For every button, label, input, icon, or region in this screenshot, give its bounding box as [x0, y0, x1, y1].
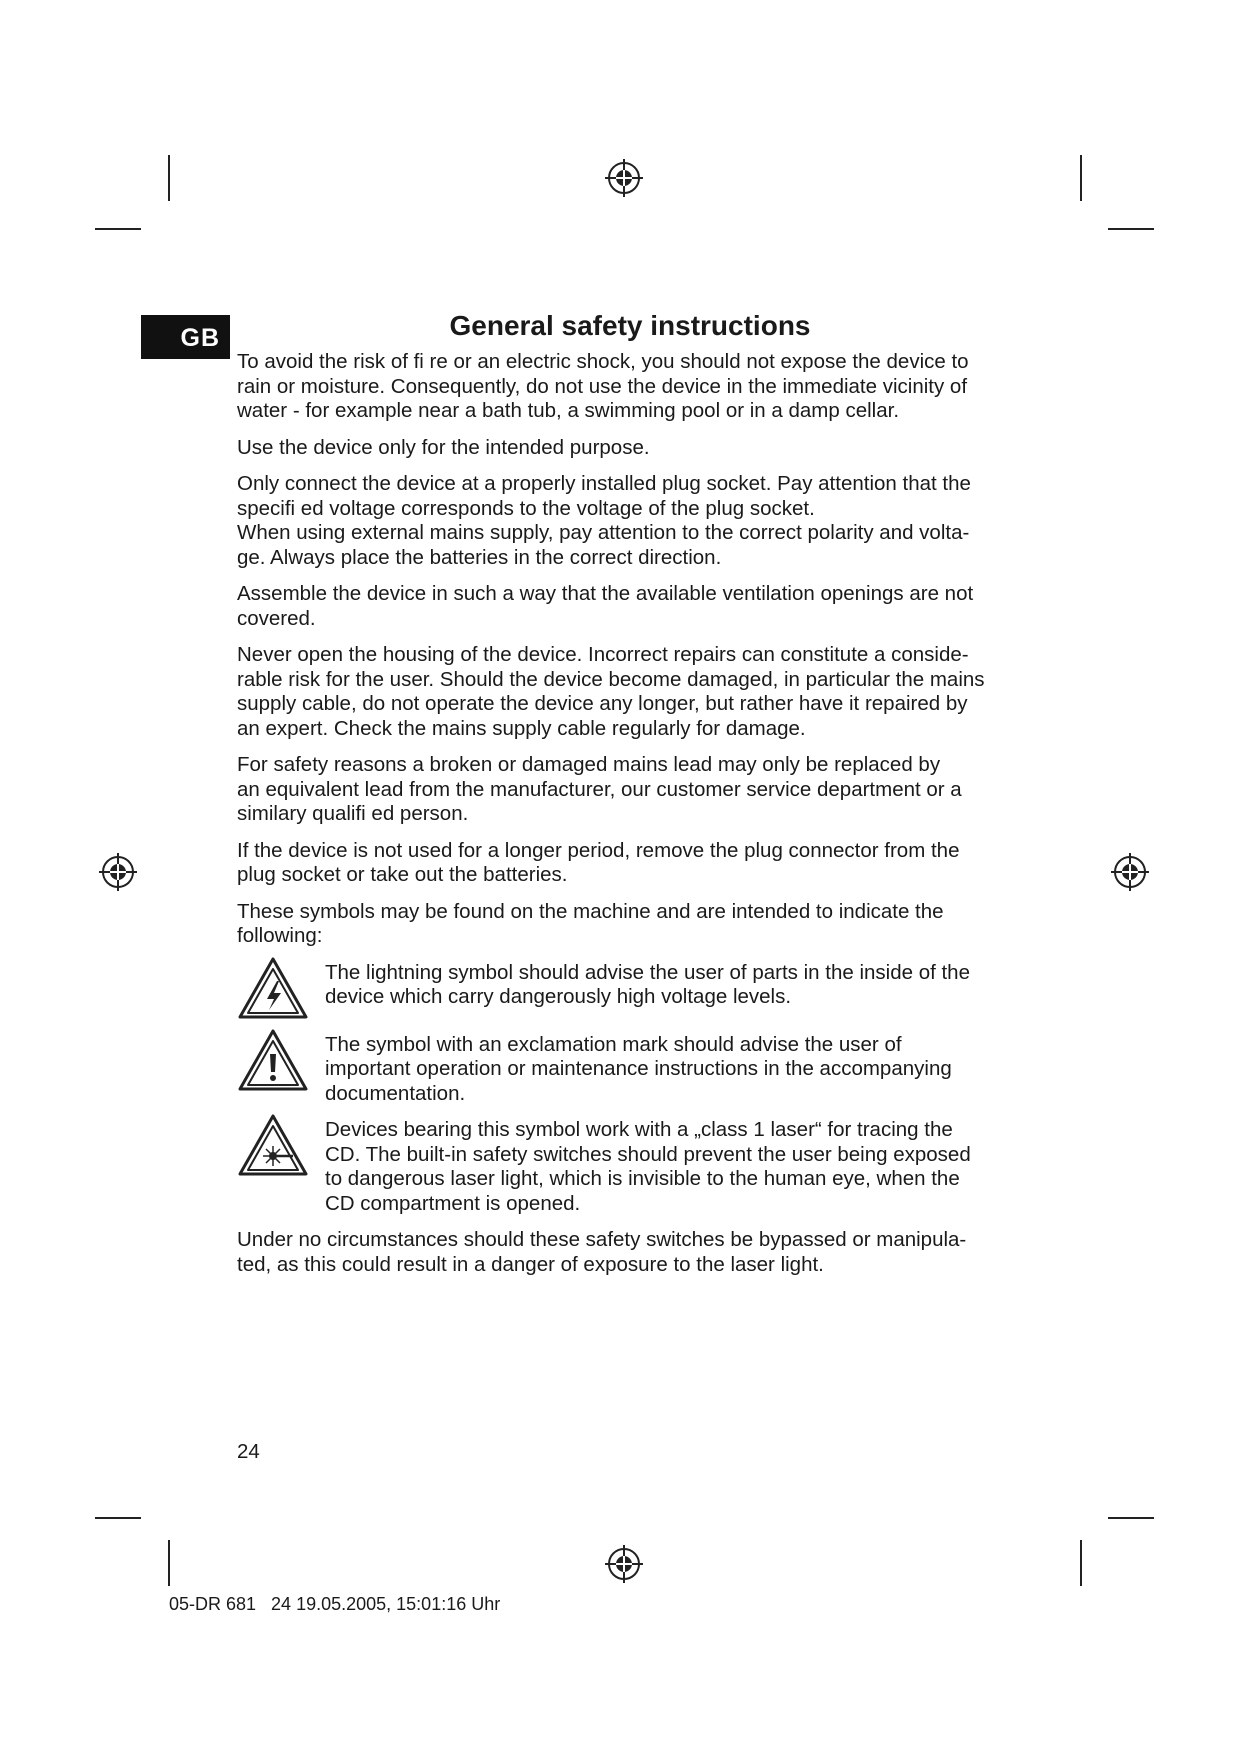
- paragraph-risk-moisture: To avoid the risk of fi re or an electric shock, you should not expose the device to rain or moisture. Consequently, do not use the device in the immediate vicinity of water - for example near a bath tub, a swimming pool or in a damp cellar.: [237, 350, 969, 422]
- paragraph-closing: Under no circumstances should these safety switches be bypassed or manipula- ted, as this could result in a danger of exposure to the laser light.: [237, 1228, 967, 1276]
- page-title: General safety instructions: [449, 310, 811, 341]
- paragraph-plug-socket: Only connect the device at a properly installed plug socket. Pay attention that the specifi ed voltage corresponds to the voltage of the plug socket. When using external mains supply, pay attention to the correct polarity and volta- ge. Always place the batteries in the correct direction.: [237, 472, 971, 569]
- symbol-row-exclamation: [237, 1033, 1037, 1107]
- laser-warning-icon: [237, 1112, 309, 1178]
- symbol-text-laser: Devices bearing this symbol work with a „class 1 laser“ for tracing the CD. The built-in safety switches should prevent the user being exposed to dangerous laser light, which is invisible to the human eye, when the CD compartment is opened.: [325, 1118, 971, 1215]
- page-number: 24: [237, 1440, 260, 1463]
- crop-mark-top-right: [1080, 155, 1082, 201]
- crop-mark-bottom-left-h: [95, 1517, 141, 1519]
- registration-mark-left-icon: [99, 853, 137, 891]
- registration-mark-bottom-icon: [605, 1545, 643, 1583]
- symbol-text-exclamation: The symbol with an exclamation mark should advise the user of important operation or maintenance instructions in the accompanying documentation.: [325, 1032, 952, 1105]
- print-footer: 05-DR 681 24 19.05.2005, 15:01:16 Uhr: [169, 1594, 501, 1614]
- paragraph-intended-purpose: Use the device only for the intended purpose.: [237, 435, 650, 459]
- paragraph-mains-lead: For safety reasons a broken or damaged mains lead may only be replaced by an equivalent lead from the manufacturer, our customer service department or a similary qualifi ed person.: [237, 753, 962, 825]
- crop-mark-bottom-left: [168, 1540, 170, 1586]
- safety-instructions-body: [237, 350, 1037, 1277]
- crop-mark-top-left-h: [95, 228, 141, 230]
- symbol-row-laser: [237, 1118, 1037, 1216]
- crop-mark-bottom-right: [1080, 1540, 1082, 1586]
- paragraph-ventilation: Assemble the device in such a way that the available ventilation openings are not covered.: [237, 582, 974, 630]
- registration-mark-top-icon: [605, 159, 643, 197]
- paragraph-longer-period: If the device is not used for a longer period, remove the plug connector from the plug socket or take out the batteries.: [237, 838, 960, 886]
- symbol-row-lightning: [237, 961, 1037, 1021]
- crop-mark-top-left: [168, 155, 170, 201]
- paragraph-housing: Never open the housing of the device. Incorrect repairs can constitute a conside- rable risk for the user. Should the device become damaged, in particular the mains supply cable, do not operate the device any longer, but rather have it repaired by an expert. Check the mains supply cable regularly for damage.: [237, 643, 985, 740]
- exclamation-warning-icon: [237, 1027, 309, 1093]
- crop-mark-top-right-h: [1108, 228, 1154, 230]
- language-tab: GB: [141, 315, 230, 359]
- registration-mark-right-icon: [1111, 853, 1149, 891]
- paragraph-symbols-intro: These symbols may be found on the machine and are intended to indicate the following:: [237, 899, 944, 947]
- crop-mark-bottom-right-h: [1108, 1517, 1154, 1519]
- lightning-warning-icon: [237, 955, 309, 1021]
- symbol-text-lightning: The lightning symbol should advise the user of parts in the inside of the device which carry dangerously high voltage levels.: [325, 960, 970, 1008]
